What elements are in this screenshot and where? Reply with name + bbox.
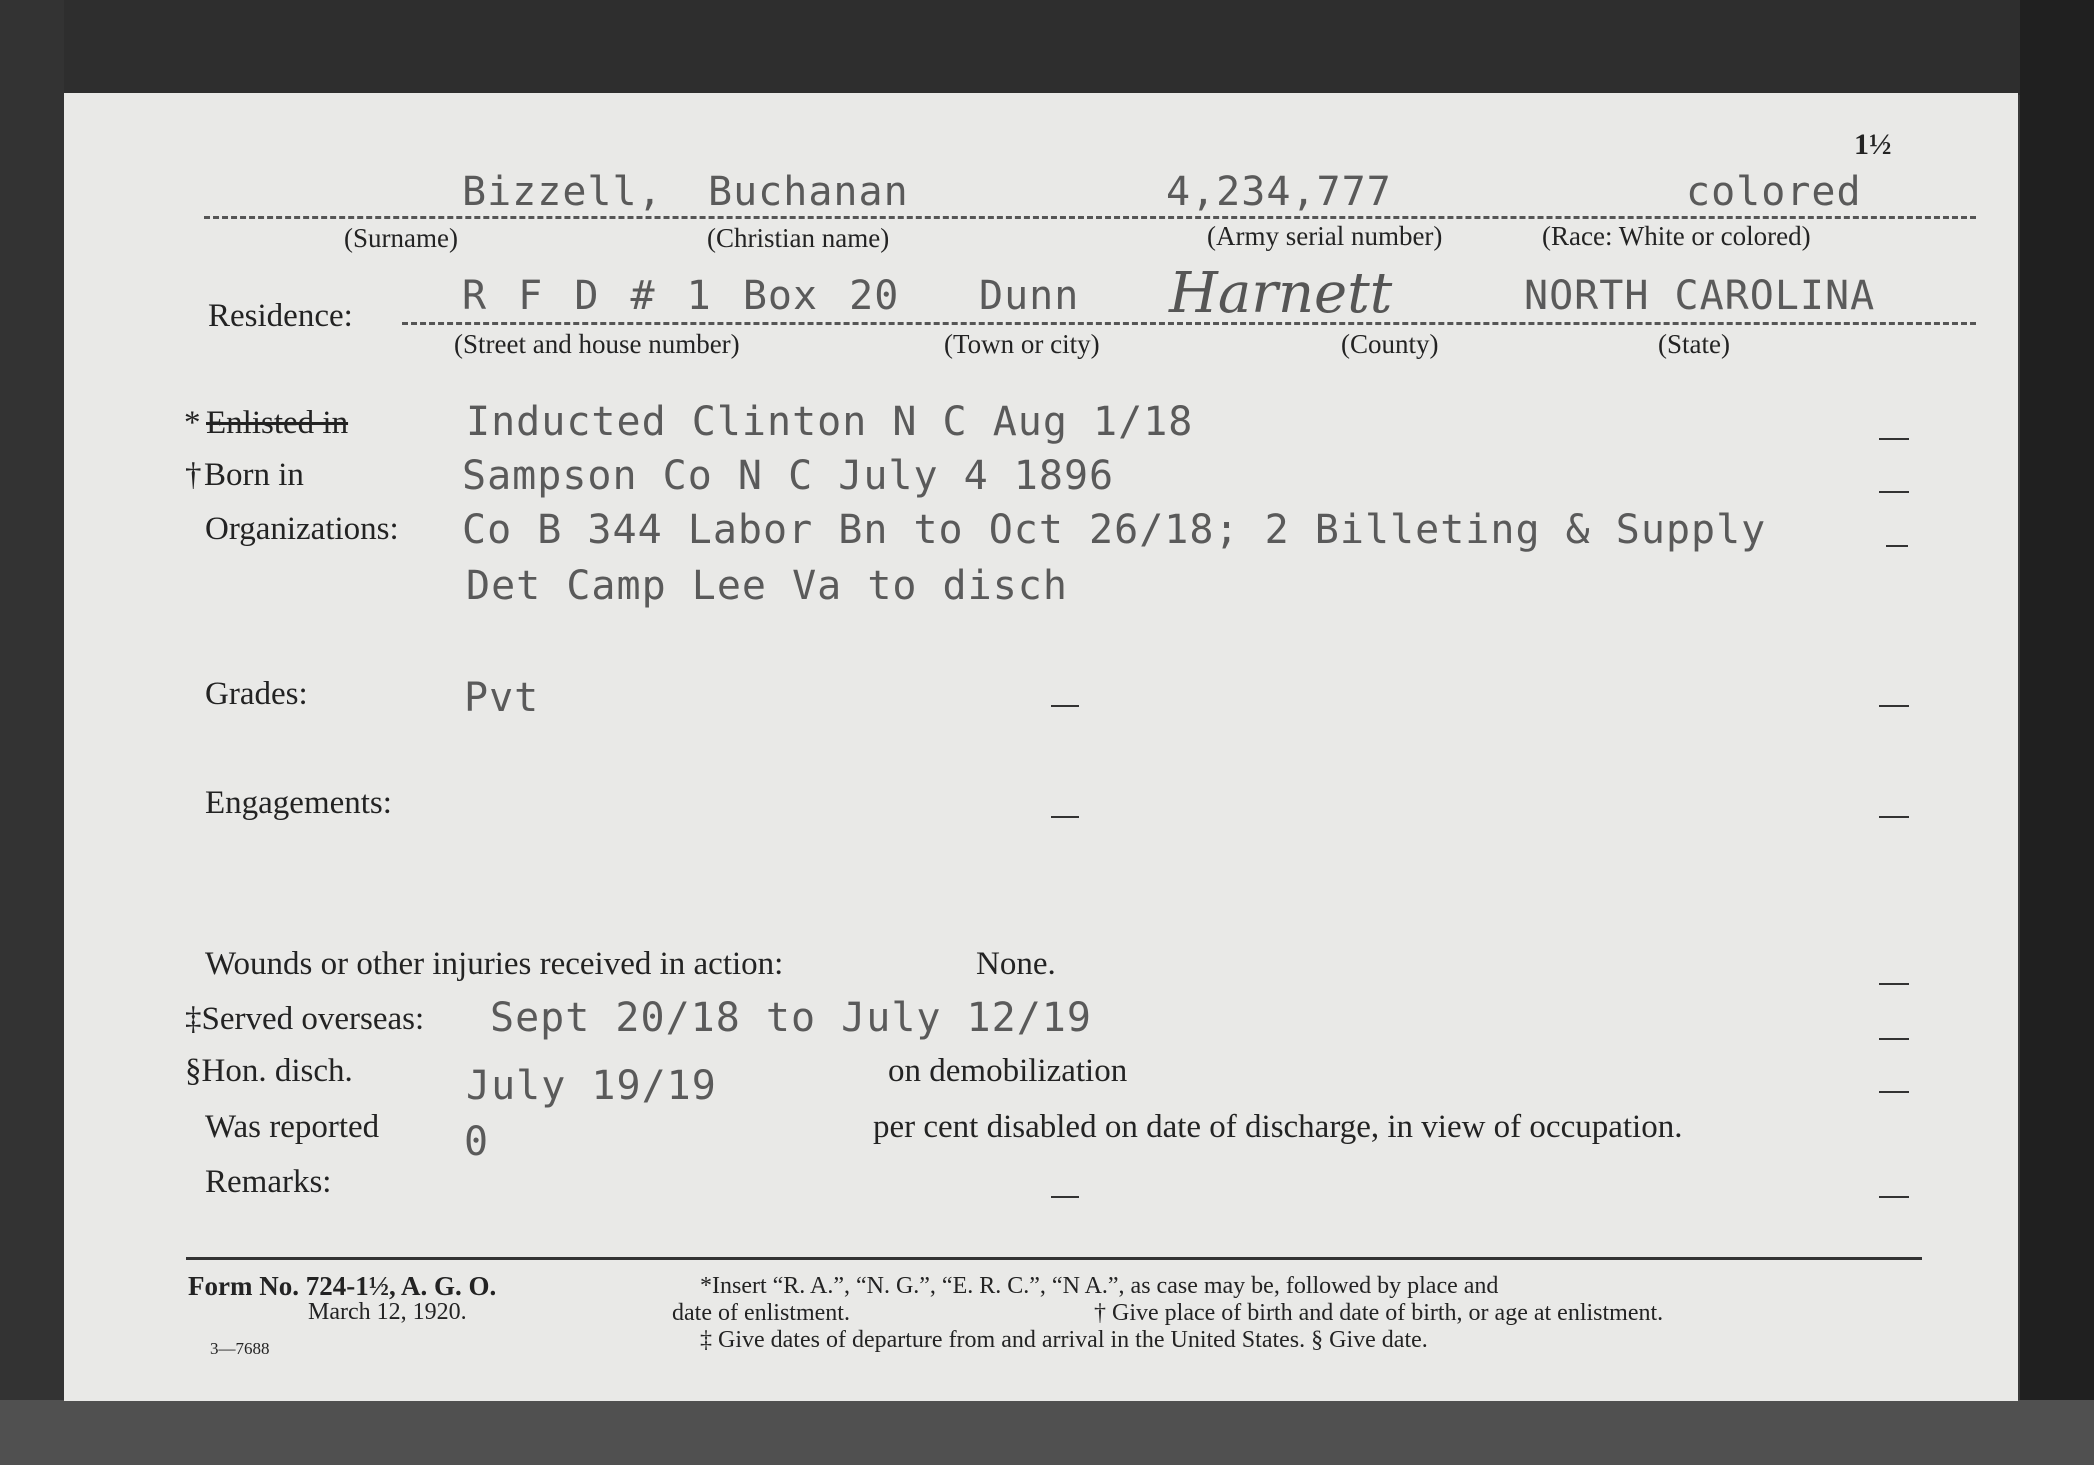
residence-county-handwritten: Harnett [1169, 261, 1393, 326]
born-mark: † [185, 457, 202, 493]
footnote-3: ‡ Give dates of departure from and arrival in the United States. § Give date. [700, 1327, 1428, 1353]
residence-label: Residence: [208, 298, 353, 334]
state-caption: (State) [1658, 329, 1730, 359]
born-dash [1879, 491, 1909, 493]
surname-caption: (Surname) [344, 223, 458, 253]
enlisted-dash [1879, 438, 1909, 440]
county-caption: (County) [1341, 329, 1439, 359]
wounds-dash [1879, 983, 1909, 985]
reported-label: Was reported [205, 1109, 380, 1145]
enlisted-mark: * [184, 405, 201, 441]
engagements-dash-1 [1051, 816, 1079, 818]
town-caption: (Town or city) [944, 329, 1100, 359]
remarks-dash-2 [1879, 1196, 1909, 1198]
background-bottom [0, 1400, 2094, 1465]
discharge-value: July 19/19 [466, 1063, 717, 1109]
discharge-label: §Hon. disch. [185, 1053, 353, 1089]
overseas-dash [1879, 1038, 1909, 1040]
remarks-label: Remarks: [205, 1164, 332, 1200]
background-top [0, 0, 2094, 95]
residence-rule [402, 322, 1976, 325]
footnote-1: *Insert “R. A.”, “N. G.”, “E. R. C.”, “N A.”, as case may be, followed by place and [700, 1273, 1499, 1299]
race-value: colored [1686, 169, 1862, 215]
background-left [0, 0, 64, 1465]
remarks-dash-1 [1051, 1196, 1079, 1198]
card-number: 1½ [1854, 128, 1892, 161]
reported-value: 0 [464, 1119, 490, 1165]
form-date: March 12, 1920. [308, 1299, 467, 1325]
discharge-note: on demobilization [888, 1053, 1128, 1089]
organizations-line-1: Co B 344 Labor Bn to Oct 26/18; 2 Billeting & Supply [462, 507, 1767, 553]
born-value: Sampson Co N C July 4 1896 [462, 453, 1115, 499]
form-number: Form No. 724-1½, A. G. O. [188, 1271, 497, 1301]
street-caption: (Street and house number) [454, 329, 740, 359]
serial-number-value: 4,234,777 [1166, 169, 1392, 215]
print-code: 3—7688 [210, 1339, 270, 1358]
service-record-card [64, 93, 2018, 1401]
overseas-label: ‡Served overseas: [185, 1001, 425, 1037]
race-caption: (Race: White or colored) [1542, 221, 1811, 251]
christian-name-value: Buchanan [708, 169, 909, 215]
born-label: Born in [204, 457, 304, 493]
overseas-value: Sept 20/18 to July 12/19 [490, 995, 1092, 1041]
serial-number-caption: (Army serial number) [1207, 221, 1443, 251]
surname-value: Bizzell, [462, 169, 663, 215]
grades-label: Grades: [205, 676, 308, 712]
enlisted-label: Enlisted in [206, 405, 349, 441]
enlisted-value: Inducted Clinton N C Aug 1/18 [466, 399, 1194, 445]
organizations-dash [1886, 545, 1908, 547]
residence-state-value: NORTH CAROLINA [1524, 273, 1876, 319]
residence-town-value: Dunn [979, 273, 1080, 319]
engagements-dash-2 [1879, 816, 1909, 818]
organizations-label: Organizations: [205, 511, 399, 547]
engagements-label: Engagements: [205, 785, 392, 821]
grades-dash-2 [1879, 705, 1909, 707]
wounds-value: None. [976, 946, 1056, 982]
header-rule [204, 216, 1976, 219]
grades-dash-1 [1051, 705, 1079, 707]
wounds-label: Wounds or other injuries received in action: [205, 946, 784, 982]
background-right [2020, 0, 2094, 1465]
reported-note: per cent disabled on date of discharge, in view of occupation. [873, 1109, 1683, 1145]
discharge-dash [1879, 1091, 1909, 1093]
footnote-2a: date of enlistment. [672, 1300, 850, 1326]
organizations-line-2: Det Camp Lee Va to disch [466, 563, 1068, 609]
residence-street-value: R F D # 1 Box 20 [462, 273, 900, 319]
christian-name-caption: (Christian name) [707, 223, 890, 253]
grades-value: Pvt [464, 675, 540, 721]
footer-rule [186, 1257, 1922, 1260]
footnote-2b: † Give place of birth and date of birth, or age at enlistment. [1094, 1300, 1664, 1326]
